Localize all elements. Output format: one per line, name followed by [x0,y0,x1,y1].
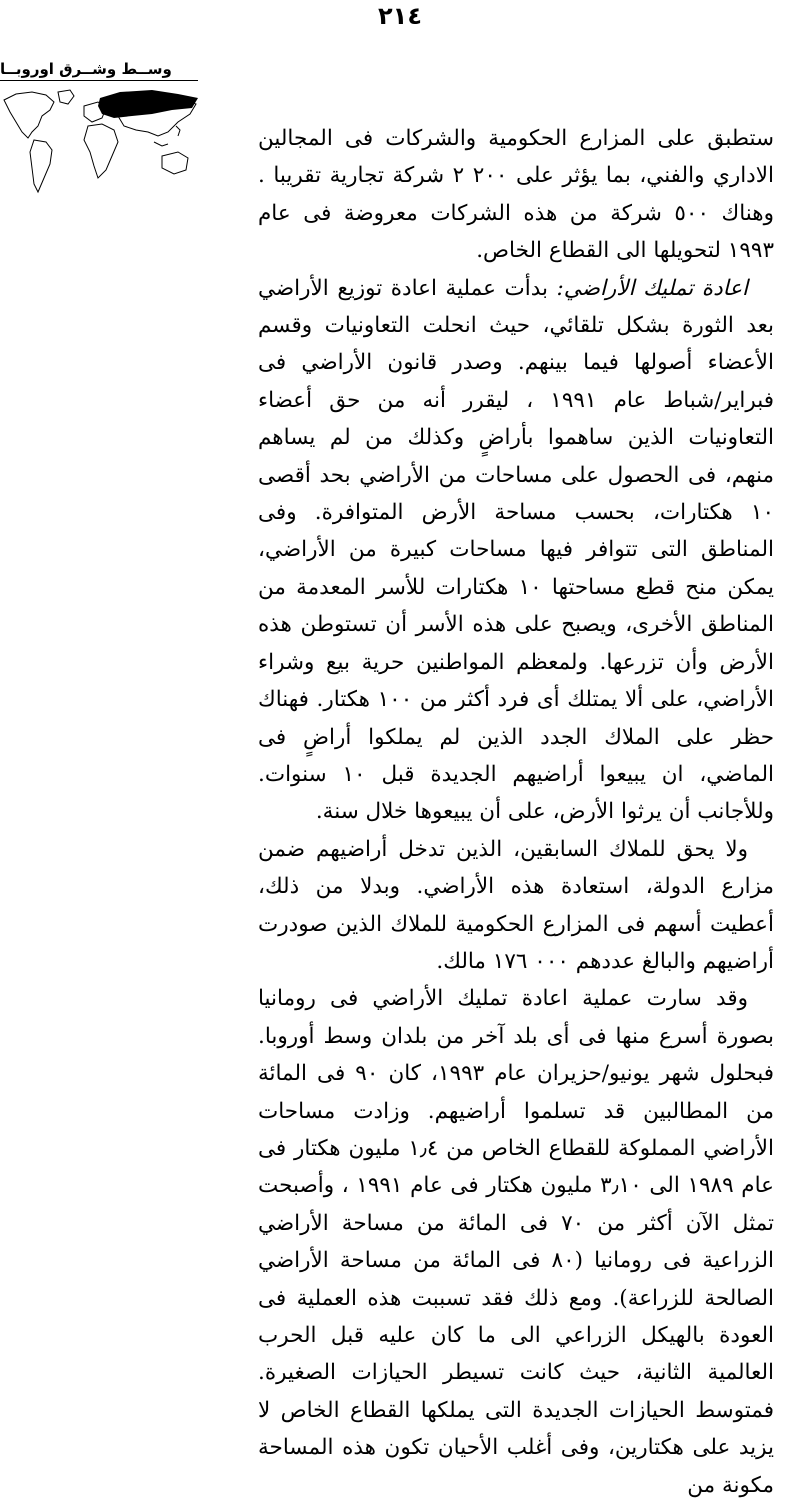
paragraph-1 [258,120,774,270]
map-caption: وســط وشــرق اوروبــا [0,60,198,81]
paragraph-2 [258,270,774,831]
africa-outline [84,124,118,178]
body-text [258,120,774,1504]
paragraph-3 [258,831,774,981]
north-america-outline [4,92,54,138]
australia-outline [162,152,188,174]
highlighted-region [98,90,198,118]
south-america-outline [30,140,52,192]
paragraph-text: وقد سارت عملية اعادة تمليك الأراضي فى رومانيا بصورة أسرع منها فى أى بلد آخر من بلدان وسط أوروبا. فبحلول شهر يونيو/حزيران عام ١٩٩٣، كان ٩٠ فى المائة من المطالبين قد تسلموا أراضيهم. وزادت مساحات الأراضي المملوكة للقطاع الخاص من ١٫٤ مليون هكتار فى عام ١٩٨٩ الى ٣٫١٠ مليون هكتار فى عام ١٩٩١ ، وأصبحت تمثل الآن أكثر من ٧٠ فى المائة من مساحة الأراضي الزراعية فى رومانيا (٨٠ فى المائة من مساحة الأراضي الصالحة للزراعة). ومع ذلك فقد تسببت هذه العملية فى العودة بالهيكل الزراعي الى ما كان عليه قبل الحرب العالمية الثانية، حيث كانت تسيطر الحيازات الصغيرة. فمتوسط الحيازات الجديدة التى يملكها القطاع الخاص لا يزيد على هكتارين، وفى أغلب الأحيان تكون هذه المساحة مكونة من [258,986,775,1498]
greenland-outline [58,90,74,104]
world-map-icon [2,86,200,198]
paragraph-lead: اعادة تمليك الأراضي: [556,275,748,301]
paragraph-4 [258,980,774,1504]
paragraph-text: ولا يحق للملاك السابقين، الذين تدخل أراضيهم ضمن مزارع الدولة، استعادة هذه الأراضي. وبدلا من ذلك، أعطيت أسهم فى المزارع الحكومية للملاك الذين صودرت أراضيهم والبالغ عددهم ٠٠٠ ١٧٦ مالك. [258,836,774,974]
page-number: ٢١٤ [378,2,422,30]
paragraph-text: بدأت عملية اعادة توزيع الأراضي بعد الثورة بشكل تلقائي، حيث انحلت التعاونيات وقسم الأعضاء أصولها فيما بينهم. وصدر قانون الأراضي فى فبراير/شباط عام ١٩٩١ ، ليقرر أنه من حق أعضاء التعاونيات الذين ساهموا بأراضٍ وكذلك من لم يساهم منهم، فى الحصول على مساحات من الأراضي بحد أقصى ١٠ هكتارات، بحسب مساحة الأرض المتوافرة. وفى المناطق التى تتوافر فيها مساحات كبيرة من الأراضي، يمكن منح قطع مساحتها ١٠ هكتارات للأسر المعدمة من المناطق الأخرى، ويصبح على هذه الأسر أن تستوطن هذه الأرض وأن تزرعها. ولمعظم المواطنين حرية بيع وشراء الأراضي، على ألا يمتلك أى فرد أكثر من ١٠٠ هكتار. فهناك حظر على الملاك الجدد الذين لم يملكوا أراضٍ فى الماضي، ان يبيعوا أراضيهم الجديدة قبل ١٠ سنوات. وللأجانب أن يرثوا الأرض، على أن يبيعوها خلال سنة. [258,275,774,825]
paragraph-text: ستطبق على المزارع الحكومية والشركات فى المجالين الاداري والفني، بما يؤثر على ٢٠٠ ٢ شركة تجارية تقريبا . وهناك ٥٠٠ شركة من هذه الشركات معروضة فى عام ١٩٩٣ لتحويلها الى القطاع الخاص. [258,126,774,264]
